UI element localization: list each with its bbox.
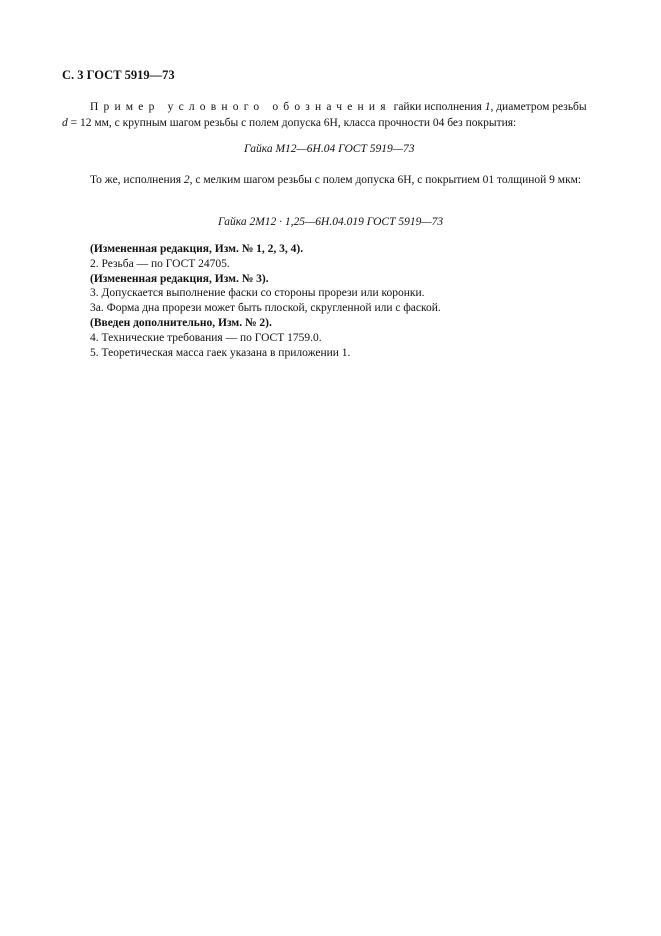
example2-text-b: , с мелким шагом резьбы с полем допуска 6Н, с покрытием 01 толщиной 9 мкм: <box>189 174 582 186</box>
example-lead: Пример условного обозначения <box>90 101 391 113</box>
designation-formula-2: Гайка 2М12 · 1,25—6Н.04.019 ГОСТ 5919—73 <box>218 216 444 228</box>
example-paragraph-2 <box>62 172 598 188</box>
page-header: С. 3 ГОСТ 5919—73 <box>62 68 175 82</box>
note-line: 3. Допускается выполнение фаски со стороны прорези или коронки. <box>90 287 425 300</box>
note-line: 4. Технические требования — по ГОСТ 1759.0. <box>90 331 322 344</box>
example1-text-b: , диаметром резьбы <box>490 101 587 113</box>
designation-formula-1: Гайка М12—6Н.04 ГОСТ 5919—73 <box>244 143 415 155</box>
diameter-symbol: d <box>62 117 68 129</box>
example1-text-a: гайки исполнения <box>390 101 485 113</box>
note-line: 5. Теоретическая масса гаек указана в приложении 1. <box>90 346 351 359</box>
note-line: (Измененная редакция, Изм. № 3). <box>90 272 269 285</box>
note-line: 3а. Форма дна прорези может быть плоской, скругленной или с фаской. <box>90 302 441 315</box>
example2-variant: 2 <box>183 174 190 186</box>
notes-list <box>90 242 441 360</box>
example2-text-a: То же, исполнения <box>90 174 184 186</box>
example-paragraph-1 <box>62 99 598 131</box>
example1-variant: 1 <box>484 101 491 113</box>
note-line: (Введен дополнительно, Изм. № 2). <box>90 316 272 329</box>
example1-text-c: = 12 мм, с крупным шагом резьбы с полем допуска 6Н, класса прочности 04 без покрытия: <box>67 117 517 129</box>
note-line: (Измененная редакция, Изм. № 1, 2, 3, 4). <box>90 243 304 255</box>
note-line: 2. Резьба — по ГОСТ 24705. <box>90 257 230 270</box>
